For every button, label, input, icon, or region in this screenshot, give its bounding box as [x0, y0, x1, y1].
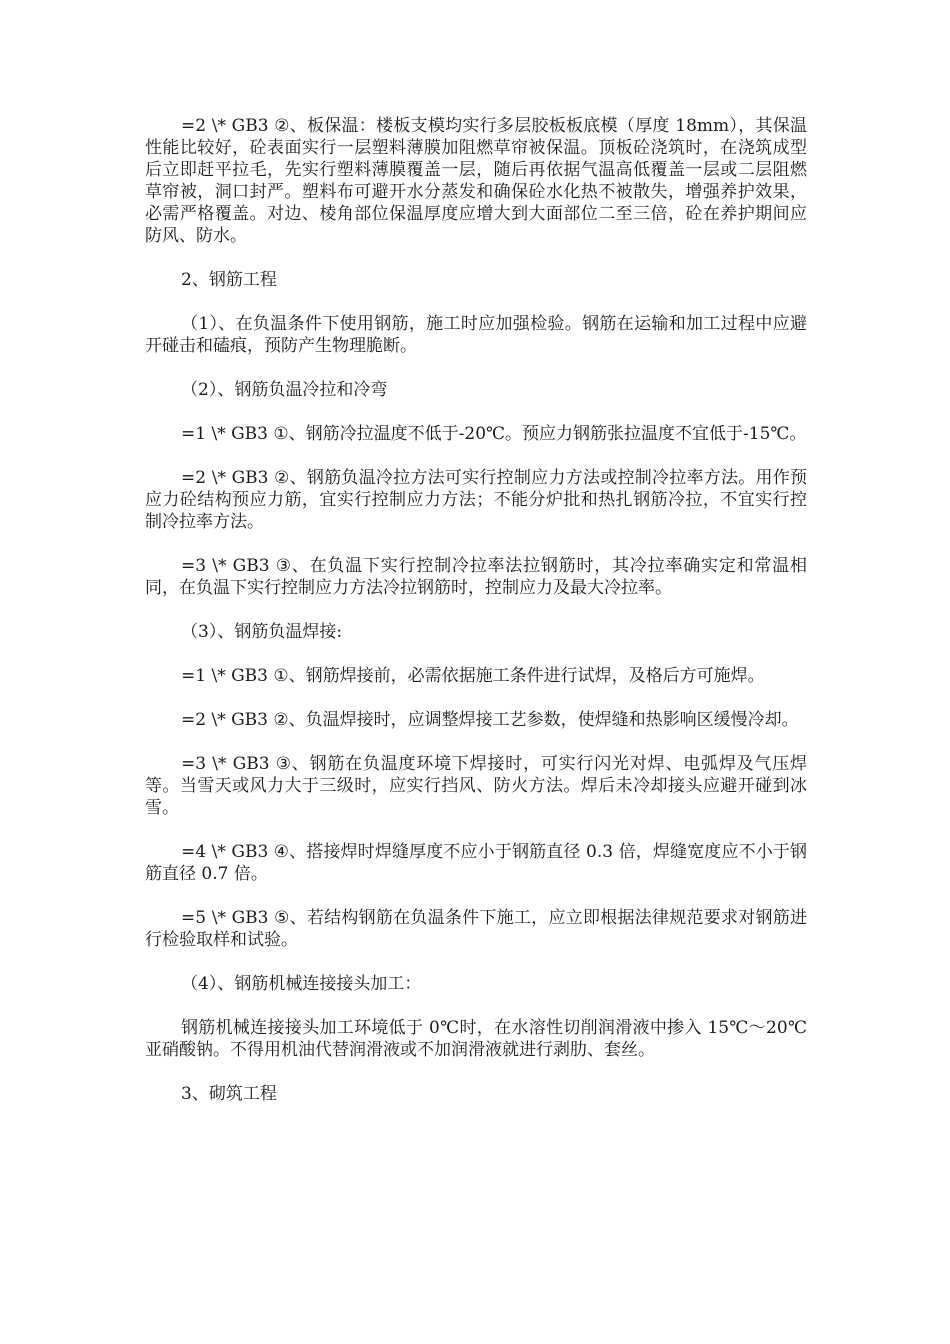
- heading-rebar-works: 2、钢筋工程: [181, 270, 277, 290]
- heading-mechanical-connection: （4）、钢筋机械连接接头加工：: [181, 974, 422, 994]
- document-body: [145, 115, 807, 1127]
- paragraph-cold-drawing-rate: =3 \* GB3 ③、在负温下实行控制冷拉率法拉钢筋时，其冷拉率确实定和常温相同，在负温下实行控制应力方法冷拉钢筋时，控制应力及最大冷拉率。: [145, 556, 807, 598]
- paragraph-rebar-inspection: （1）、在负温条件下使用钢筋，施工时应加强检验。钢筋在运输和加工过程中应避开碰击和磕痕，预防产生物理脆断。: [145, 314, 807, 356]
- paragraph-rebar-sampling: =5 \* GB3 ⑤、若结构钢筋在负温条件下施工，应立即根据法律规范要求对钢筋进行检验取样和试验。: [145, 908, 807, 950]
- paragraph-welding-methods: =3 \* GB3 ③、钢筋在负温度环境下焊接时，可实行闪光对焊、电弧焊及气压焊等。当雪天或风力大于三级时，应实行挡风、防火方法。焊后未冷却接头应避开碰到冰雪。: [145, 754, 807, 818]
- paragraph-welding-parameters: =2 \* GB3 ②、负温焊接时，应调整焊接工艺参数，使焊缝和热影响区缓慢冷却。: [181, 710, 799, 730]
- paragraph-cold-drawing-temp: =1 \* GB3 ①、钢筋冷拉温度不低于-20℃。预应力钢筋张拉温度不宜低于-15℃。: [181, 424, 807, 444]
- heading-cold-drawing: （2）、钢筋负温冷拉和冷弯: [181, 380, 388, 400]
- paragraph-mechanical-connection: 钢筋机械连接接头加工环境低于 0℃时，在水溶性切削润滑液中掺入 15℃～20℃亚硝酸钠。不得用机油代替润滑液或不加润滑液就进行剥肋、套丝。: [145, 1018, 807, 1060]
- paragraph-trial-welding: =1 \* GB3 ①、钢筋焊接前，必需依据施工条件进行试焊，及格后方可施焊。: [181, 666, 765, 686]
- paragraph-slab-insulation: =2 \* GB3 ②、板保温：楼板支模均实行多层胶板板底模（厚度 18mm），其保温性能比较好，砼表面实行一层塑料薄膜加阻燃草帘被保温。顶板砼浇筑时，在浇筑成型后立即赶平拉毛，先实行塑料薄膜覆盖一层，随后再依据气温高低覆盖一层或二层阻燃草帘被，洞口封严。塑料布可避开水分蒸发和确保砼水化热不被散失，增强养护效果，必需严格覆盖。对边、棱角部位保温厚度应增大到大面部位二至三倍，砼在养护期间应防风、防水。: [145, 116, 807, 246]
- paragraph-lap-weld-thickness: =4 \* GB3 ④、搭接焊时焊缝厚度不应小于钢筋直径 0.3 倍，焊缝宽度应不小于钢筋直径 0.7 倍。: [145, 842, 807, 884]
- heading-masonry-works: 3、砌筑工程: [181, 1084, 277, 1104]
- paragraph-cold-drawing-method: =2 \* GB3 ②、钢筋负温冷拉方法可实行控制应力方法或控制冷拉率方法。用作预应力砼结构预应力筋，宜实行控制应力方法；不能分炉批和热扎钢筋冷拉，不宜实行控制冷拉率方法。: [145, 468, 807, 532]
- heading-low-temp-welding: （3）、钢筋负温焊接:: [181, 622, 343, 642]
